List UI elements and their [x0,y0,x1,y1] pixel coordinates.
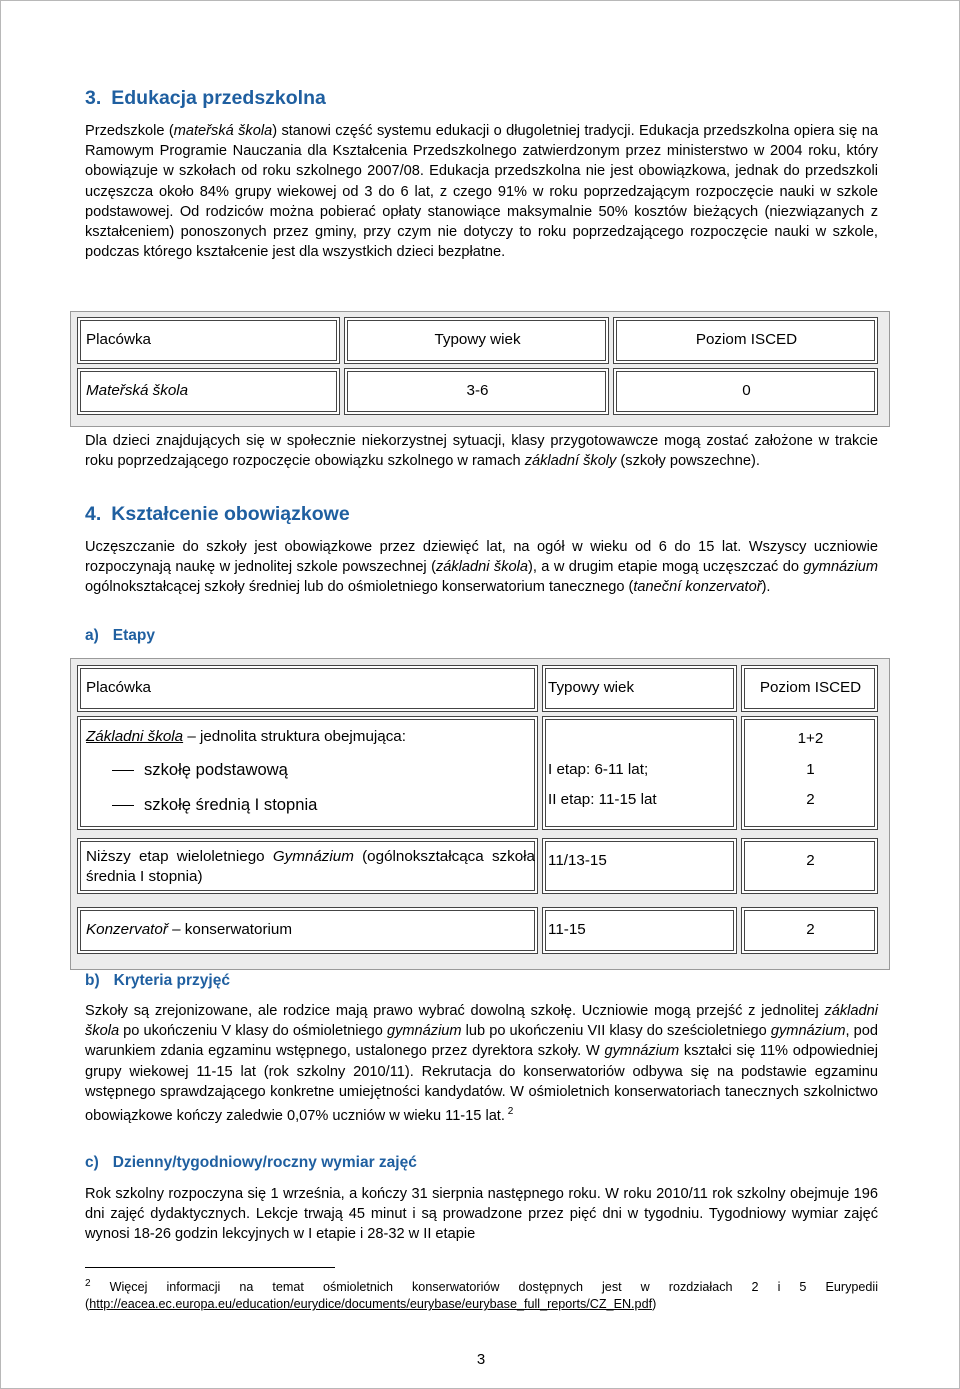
table-2-row-1-institution-cell [77,716,538,830]
dash-bullet [112,770,134,771]
subsection-a-title: Etapy [112,627,156,644]
footnote-separator [85,1267,335,1268]
table-1-header-age: Typowy wiek [434,331,521,348]
subsection-b-letter: b) [85,972,100,989]
text-run: Przedszkole ( [85,123,174,139]
conservatory-name: Konzervatoř [86,921,168,938]
table-1-data-cell [77,368,340,415]
table-2-row-2-isced-cell [741,838,878,894]
table-2-item-lower-secondary [112,795,317,815]
table-1-header-cell [344,317,609,364]
table-2-row-3-isced-cell [741,907,878,954]
item-lower-secondary-age: II etap: 11-15 lat [548,791,657,808]
item-lower-secondary-label: szkołę średnią I stopnia [144,795,318,814]
text-run: , pod warunkiem zdania egzaminu wstępnego, ustalonego przez dyrektora szkoły. W [85,1023,878,1060]
table-1-institution: Mateřská škola [86,382,189,399]
text-run: lub po ukończeniu VII klasy do sześcioletniego [461,1023,771,1040]
text-run: ). [761,579,771,596]
section-4-title: Kształcenie obowiązkowe [111,503,350,525]
item-primary-label: szkołę podstawową [144,760,288,779]
text-run: (ogólnokształcąca szkoła średnia I stopnia) [86,848,535,885]
text-run: Niższy etap wieloletniego [86,848,273,865]
table-2-row-3-institution [86,920,292,940]
table-1-data-cell [344,368,609,415]
table-2-row-2-age-cell [542,838,737,894]
table-2-header-institution: Placówka [86,679,151,696]
italic-term: gymnázium [770,1023,846,1040]
basic-school-description: – jednolita struktura obejmująca: [183,728,406,745]
table-2-row-1-age-cell [542,716,737,830]
text-run: ogólnokształcącej szkoły średniej lub do ośmioletniego konserwatorium tanecznego ( [85,579,634,596]
subsection-b-paragraph [85,1001,878,1126]
table-2-row-2-institution-cell [77,838,538,894]
footnote-text: Więcej informacji na temat ośmioletnich konserwatoriów dostępnych jest w rozdziałach 2 i 5 Eurypedii ( [85,1280,878,1312]
subsection-a-heading [85,627,155,645]
subsection-c-paragraph: Rok szkolny rozpoczyna się 1 września, a kończy 31 sierpnia następnego roku. W roku 2010/11 rok szkolny obejmuje 196 dni zajęć dydaktycznych. Lekcje trwają 45 minut i są prowadzone przez pięć dni w tygodniu. Tygodniowy wymiar zajęć wynosi 18-26 godzin lekcyjnych w I etapie i 28-32 w II etapie [85,1186,878,1243]
text-run: Dla dzieci znajdujących się w społecznie niekorzystnej sytuacji, klasy przygotowawcze mogą zostać założone w trakcie roku poprzedzającego rozpoczęcie obowiązku szkolnego w ramach [85,433,878,470]
basic-school-name: Základni škola [86,728,184,745]
footnote-marker: 2 [85,1278,91,1289]
italic-term: základni škola [85,1003,878,1040]
footnote-link[interactable]: http://eacea.ec.europa.eu/education/eurydice/documents/eurybase/eurybase_full_reports/CZ_EN.pdf [89,1297,653,1312]
italic-term: základní školy [524,453,617,470]
subsection-b-title: Kryteria przyjęć [113,972,230,989]
section-3-title: Edukacja przedszkolna [111,87,326,109]
gymnazium-age: 11/13-15 [548,852,607,869]
conservatory-age: 11-15 [548,921,586,938]
italic-term: Gymnázium [272,848,354,865]
text-run: ) stanowi część systemu edukacji o długoletniej tradycji. Edukacja przedszkolna opiera się na Ramowym Programie Nauczania dla Kształcenia Przedszkolnego zatwierdzonym przez ministerstwo w 2004 roku, który obowiązuje w szkołach od roku szkolnego 2007/08. Edukacja przedszkolna nie jest obowiązkowa, jednak do przedszkoli uczęszcza około 84% grupy wiekowej od 3 do 6 lat, z czego 91% w roku poprzedzającym rozpoczęcie nauki w szkole podstawowej. Od rodziców można pobierać opłaty stanowiące maksymalnie 50% kosztów bieżących (niezwiązanych z kształceniem) ponoszonych przez gminy, przy czym nie dotyczy to roku poprzedzającego rozpoczęcie nauki w szkole, podczas którego kształcenie jest dla wszystkich dzieci bezpłatne. [85,123,878,261]
table-1-data-cell [613,368,878,415]
italic-term: mateřská škola [173,123,273,139]
text-run: Uczęszczanie do szkoły jest obowiązkowe przez dziewięć lat, na ogół w wieku od 6 do 15 lat. Wszyscy uczniowie rozpoczynają naukę w jednolitej szkole powszechnej ( [85,539,878,576]
footnote-close: ) [652,1297,657,1312]
subsection-c-letter: c) [85,1154,99,1171]
italic-term: základni škola [435,559,528,576]
section-3-number: 3. [85,87,102,109]
table-2-row-1-institution [86,727,406,747]
text-run: kształci się 11% odpowiedniej grupy wiekowej 11-15 lat (rok szkolny 2010/11). Rekrutacja do konserwatoriów odbywa się na podstawie egzaminu wstępnego sprawdzającego konkretne umiejętności kandydatów. W ośmioletnich konserwatoriach tanecznych szkolnictwo obowiązkowe kończy zaledwie 0,07% uczniów w wieku 11-15 lat. [85,1043,878,1124]
subsection-c-heading [85,1154,417,1172]
table-2-header-age: Typowy wiek [548,679,635,696]
table-2-header-cell [542,665,737,712]
section-3-paragraph-2 [85,431,878,471]
gymnazium-isced: 2 [806,852,815,869]
subsection-c-title: Dzienny/tygodniowy/roczny wymiar zajęć [112,1154,417,1171]
dash-bullet [112,805,134,806]
table-2-row-3-age-cell [542,907,737,954]
table-2-header-cell [741,665,878,712]
table-2-row-2-institution [86,847,535,887]
table-2-header-isced: Poziom ISCED [759,679,862,696]
basic-school-isced: 1+2 [797,730,824,747]
italic-term: gymnázium [386,1023,462,1040]
table-2-header-cell [77,665,538,712]
table-1-age: 3-6 [466,382,489,399]
item-primary-isced: 1 [806,761,815,778]
table-1-header-cell [77,317,340,364]
section-4-paragraph-1 [85,537,878,598]
item-primary-age: I etap: 6-11 lat; [548,761,649,778]
subsection-a-letter: a) [85,627,99,644]
italic-term: taneční konzervatoř [633,579,762,596]
table-2-row-3-institution-cell [77,907,538,954]
text-run: (szkoły powszechne). [616,453,760,470]
table-2-row-1-isced-cell [741,716,878,830]
table-2-item-primary [112,760,288,780]
subsection-b-heading [85,972,230,990]
text-run: po ukończeniu V klasy do ośmioletniego [119,1023,387,1040]
page-number: 3 [476,1351,486,1368]
section-3-heading [85,87,326,110]
text-run: ), a w drugim etapie mogą uczęszczać do [527,559,804,576]
table-1-header-isced: Poziom ISCED [695,331,798,348]
table-1-header-institution: Placówka [86,331,151,348]
section-4-heading [85,503,350,526]
section-3-paragraph-1 [85,121,878,262]
conservatory-isced: 2 [806,921,815,938]
footnote [85,1275,878,1313]
table-1-header-cell [613,317,878,364]
italic-term: gymnázium [803,559,878,576]
item-lower-secondary-isced: 2 [806,791,815,808]
text-run: Szkoły są zrejonizowane, ale rodzice mają prawo wybrać dowolną szkołę. Uczniowie mogą przejść z jednolitej [85,1003,825,1019]
conservatory-description: – konserwatorium [167,921,292,938]
table-1-isced: 0 [742,382,751,399]
footnote-reference: 2 [504,1106,514,1118]
italic-term: gymnázium [604,1043,680,1060]
section-4-number: 4. [85,503,102,525]
